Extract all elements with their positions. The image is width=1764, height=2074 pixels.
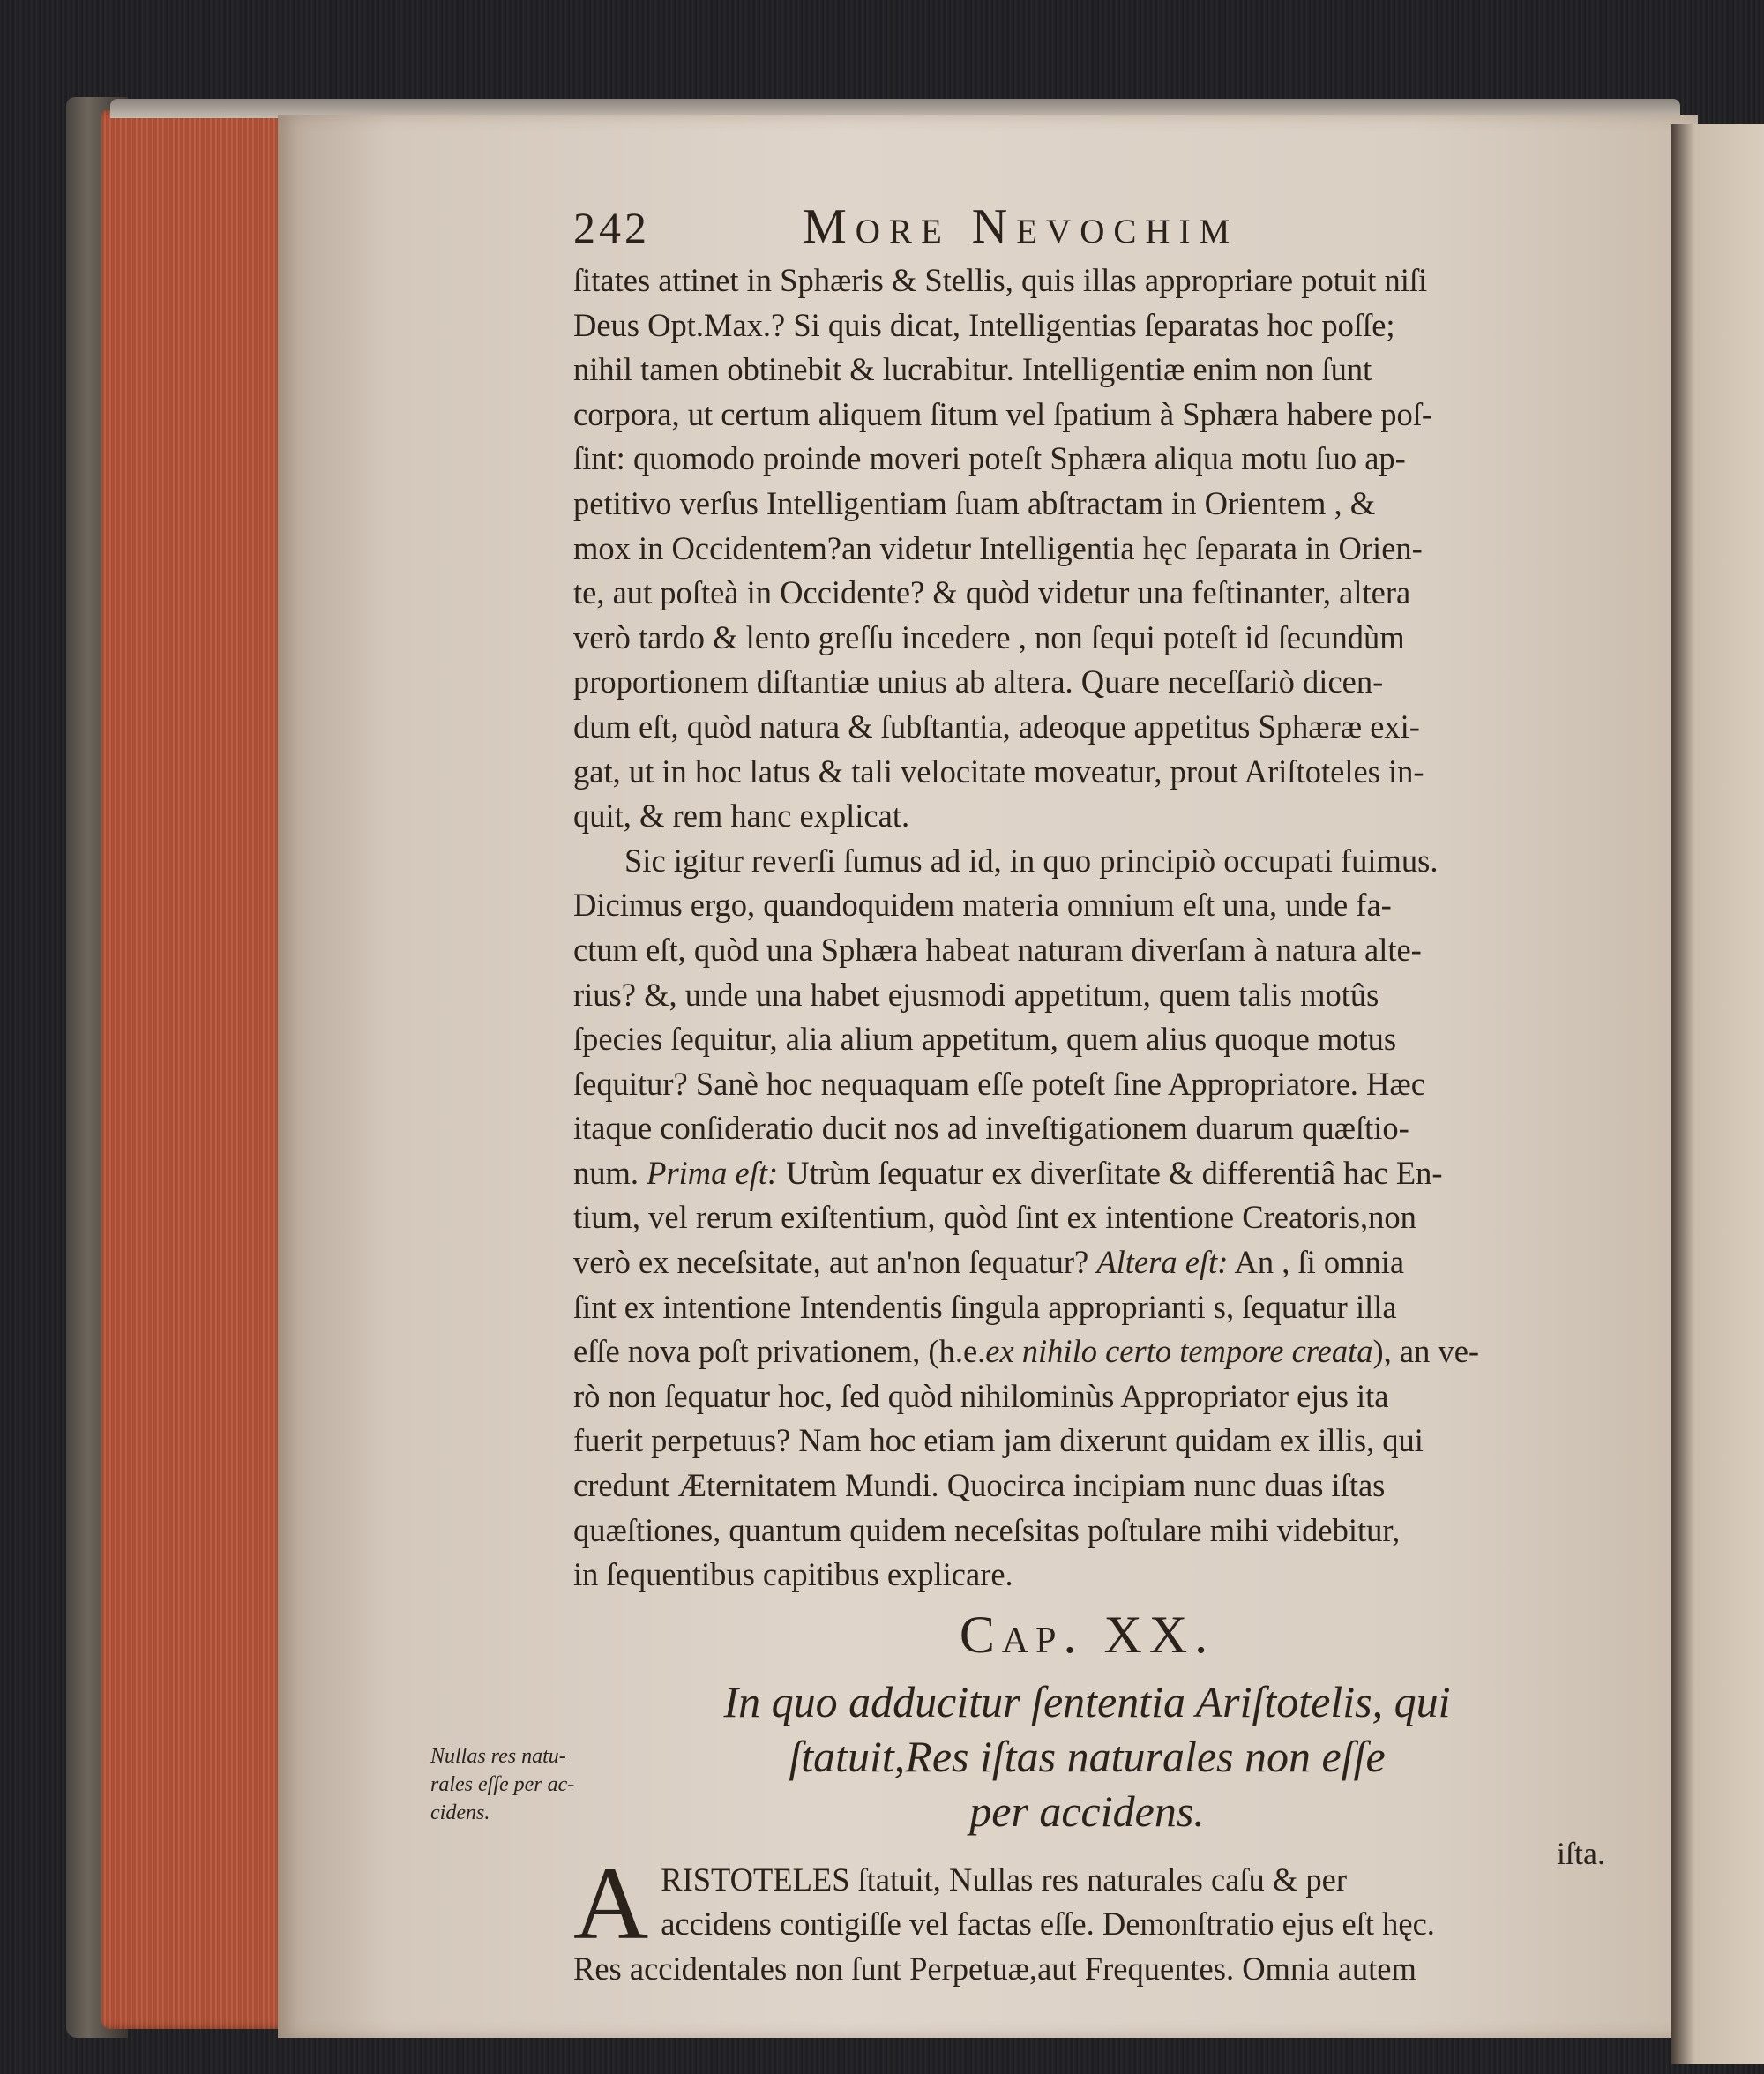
- text-line: fuerit perpetuus? Nam hoc etiam jam dixerunt quidam ex illis, qui: [573, 1422, 1424, 1459]
- paragraph-2: [573, 839, 1601, 1598]
- chapter-title-line: ſtatuit,Res iſtas naturales non eſſe: [789, 1731, 1386, 1781]
- text-line: [573, 1329, 1601, 1374]
- text-line: RISTOTELES ſtatuit, Nullas res naturales caſu & per: [661, 1861, 1348, 1898]
- text-line: Res accidentales non ſunt Perpetuæ,aut Frequentes. Omnia autem: [573, 1950, 1416, 1987]
- text-line: ctum eſt, quòd una Sphæra habeat naturam diverſam à natura alte-: [573, 931, 1422, 968]
- text-line: ſitates attinet in Sphæris & Stellis, quis illas appropriare potuit niſi: [573, 262, 1428, 298]
- chapter-title-line: per accidens.: [969, 1786, 1205, 1836]
- text-line: gat, ut in hoc latus & tali velocitate moveatur, prout Ariſtoteles in-: [573, 752, 1424, 790]
- text-line: credunt Æternitatem Mundi. Quocirca incipiam nunc duas iſtas: [573, 1467, 1386, 1504]
- text-line: ſequitur? Sanè hoc nequaquam eſſe poteſt ſine Appropriatore. Hæc: [573, 1065, 1425, 1102]
- text-line: ſint: quomodo proinde moveri poteſt Sphæra aliqua motu ſuo ap-: [573, 440, 1406, 477]
- chapter-heading: Cap. XX.: [959, 1605, 1215, 1664]
- text-line: ſint ex intentione Intendentis ſingula approprianti s, ſequatur illa: [573, 1288, 1397, 1325]
- text-line: ſpecies ſequitur, alia alium appetitum, quem alius quoque motus: [573, 1021, 1397, 1058]
- text-segment: verò ex neceſsitate, aut an'non ſequatur?: [573, 1244, 1089, 1281]
- chapter-title: [573, 1674, 1601, 1838]
- drop-cap: A: [573, 1845, 649, 1961]
- page-number: 242: [573, 203, 650, 252]
- text-line: proportionem diſtantiæ unius ab altera. Quare neceſſariò dicen-: [573, 663, 1384, 700]
- facing-page-edge: [1671, 124, 1764, 2064]
- text-segment: Utrùm ſequatur ex diverſitate & differentiâ hac En-: [786, 1154, 1443, 1191]
- text-line: Deus Opt.Max.? Si quis dicat, Intelligentias ſeparatas hoc poſſe;: [573, 306, 1395, 343]
- margin-note-line: rales eſſe per ac-: [430, 1773, 575, 1796]
- page-header: [573, 198, 1601, 258]
- margin-note-line: cidens.: [430, 1801, 490, 1824]
- chapter-title-line: In quo adducitur ſententia Ariſtotelis, qui: [723, 1676, 1451, 1726]
- text-line: rò non ſequatur hoc, ſed quòd nihilominùs Appropriator ejus ita: [573, 1377, 1389, 1414]
- text-segment: eſſe nova poſt privationem, (h.e.: [573, 1333, 986, 1370]
- paragraph-1: [573, 258, 1601, 839]
- italic-segment: Altera eſt:: [1096, 1244, 1229, 1281]
- text-line: quit, & rem hanc explicat.: [573, 797, 910, 835]
- text-segment: An , ſi omnia: [1234, 1244, 1405, 1281]
- text-line: te, aut poſteà in Occidente? & quòd videtur una feſtinanter, altera: [573, 574, 1411, 611]
- text-line: [573, 1151, 1601, 1196]
- text-line: nihil tamen obtinebit & lucrabitur. Intelligentiæ enim non ſunt: [573, 351, 1372, 388]
- text-line: tium, vel rerum exiſtentium, quòd ſint ex intentione Creatoris,non: [573, 1199, 1416, 1236]
- page-edges-red: [101, 110, 304, 2029]
- text-line: in ſequentibus capitibus explicare.: [573, 1556, 1013, 1593]
- catchword: iſta.: [1557, 1836, 1605, 1871]
- text-line: itaque conſideratio ducit nos ad inveſtigationem duarum quæſtio-: [573, 1110, 1409, 1147]
- italic-segment: Prima eſt:: [647, 1154, 779, 1191]
- running-title: More Nevochim: [803, 199, 1239, 254]
- text-line: mox in Occidentem?an videtur Intelligentia hęc ſeparata in Orien-: [573, 529, 1423, 566]
- page-content: [573, 198, 1601, 1992]
- text-line: Dicimus ergo, quandoquidem materia omnium eſt una, unde fa-: [573, 887, 1392, 924]
- text-line: quæſtiones, quantum quidem neceſsitas poſtulare mihi videbitur,: [573, 1511, 1401, 1548]
- margin-note: [430, 1742, 607, 1827]
- text-line: dum eſt, quòd natura & ſubſtantia, adeoque appetitus Sphæræ exi-: [573, 708, 1420, 745]
- text-segment: ), an ve-: [1372, 1333, 1480, 1370]
- text-line: petitivo verſus Intelligentiam ſuam abſtractam in Orientem , &: [573, 484, 1376, 521]
- text-line: verò tardo & lento greſſu incedere , non ſequi poteſt id ſecundùm: [573, 618, 1405, 655]
- italic-segment: ex nihilo certo tempore creata: [985, 1333, 1373, 1370]
- text-line: accidens contigiſſe vel factas eſſe. Demonſtratio ejus eſt hęc.: [661, 1906, 1435, 1943]
- margin-note-line: Nullas res natu-: [430, 1745, 566, 1768]
- text-line: [573, 1240, 1601, 1285]
- text-line: rius? &, unde una habet ejusmodi appetitum, quem talis motûs: [573, 976, 1379, 1013]
- text-line: Sic igitur reverſi ſumus ad id, in quo principiò occupati fuimus.: [624, 842, 1439, 879]
- text-segment: num.: [573, 1154, 639, 1191]
- text-line: corpora, ut certum aliquem ſitum vel ſpatium à Sphæra habere poſ-: [573, 395, 1433, 432]
